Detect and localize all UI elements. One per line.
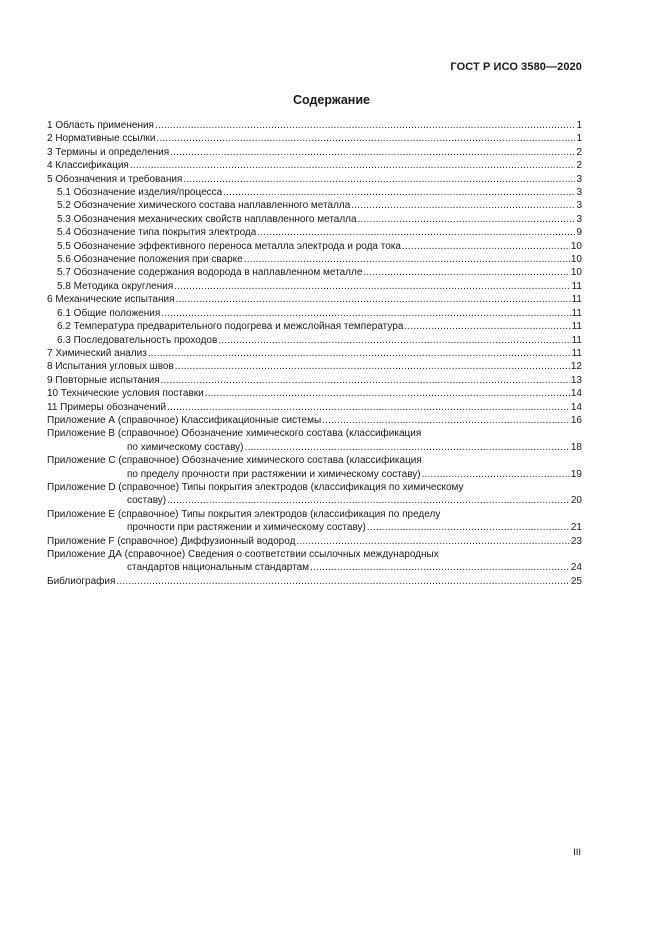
leader-dots: [130, 159, 576, 172]
leader-dots: [167, 401, 570, 414]
leader-dots: [167, 494, 570, 507]
document-number: ГОСТ Р ИСО 3580—2020: [450, 61, 582, 73]
leader-dots: [174, 280, 570, 293]
leader-dots: [351, 199, 575, 212]
leader-dots: [404, 320, 570, 333]
leader-dots: [183, 173, 575, 186]
leader-dots: [156, 132, 575, 145]
toc-entry-appendix-d[interactable]: Приложение D (справочное) Типы покрытия электродов (классификация по химическому составу) ..... 20: [47, 481, 582, 508]
toc-entry-5[interactable]: 5 Обозначения и требования ..... 3: [47, 173, 582, 186]
toc-entry-9[interactable]: 9 Повторные испытания ..... 13: [47, 374, 582, 387]
toc-entry-7[interactable]: 7 Химический анализ ..... 11: [47, 347, 582, 360]
toc-entry-appendix-c[interactable]: Приложение С (справочное) Обозначение химического состава (классификация по пределу прочности при растяжении и химическому составу) ..... 19: [47, 454, 582, 481]
leader-dots: [358, 213, 576, 226]
toc-entry-bibliography[interactable]: Библиография ..... 25: [47, 575, 582, 588]
leader-dots: [223, 186, 575, 199]
toc-entry-appendix-e[interactable]: Приложение Е (справочное) Типы покрытия электродов (классификация по пределу прочности при растяжении и химическому составу) ..... 21: [47, 508, 582, 535]
toc-entry-10[interactable]: 10 Технические условия поставки ..... 14: [47, 387, 582, 400]
toc-entry-5-8[interactable]: 5.8 Методика округления ..... 11: [47, 280, 582, 293]
toc-entry-appendix-f[interactable]: Приложение F (справочное) Диффузионный водород ..... 23: [47, 535, 582, 548]
leader-dots: [244, 253, 570, 266]
leader-dots: [218, 334, 570, 347]
leader-dots: [245, 441, 570, 454]
leader-dots: [322, 414, 570, 427]
toc-entry-1[interactable]: 1 Область применения ..... 1: [47, 119, 582, 132]
toc-entry-appendix-a[interactable]: Приложение А (справочное) Классификационные системы ..... 16: [47, 414, 582, 427]
leader-dots: [161, 307, 570, 320]
leader-dots: [116, 575, 569, 588]
toc-entry-4[interactable]: 4 Классификация ..... 2: [47, 159, 582, 172]
leader-dots: [310, 561, 570, 574]
toc-entry-5-1[interactable]: 5.1 Обозначение изделия/процесса ..... 3: [47, 186, 582, 199]
page-number: III: [573, 847, 581, 858]
leader-dots: [402, 240, 570, 253]
toc-entry-6-3[interactable]: 6.3 Последовательность проходов ..... 11: [47, 334, 582, 347]
leader-dots: [257, 226, 575, 239]
leader-dots: [176, 293, 571, 306]
toc-entry-6-2[interactable]: 6.2 Температура предварительного подогрева и межслойная температура ..... 11: [47, 320, 582, 333]
toc-entry-5-7[interactable]: 5.7 Обозначение содержания водорода в наплавленном металле ..... 10: [47, 266, 582, 279]
toc-entry-6[interactable]: 6 Механические испытания ..... 11: [47, 293, 582, 306]
leader-dots: [363, 266, 569, 279]
toc-entry-3[interactable]: 3 Термины и определения ..... 2: [47, 146, 582, 159]
toc-entry-appendix-b[interactable]: Приложение В (справочное) Обозначение химического состава (классификация по химическому составу) ..... 18: [47, 427, 582, 454]
leader-dots: [155, 119, 575, 132]
leader-dots: [175, 360, 570, 373]
toc-entry-2[interactable]: 2 Нормативные ссылки ..... 1: [47, 132, 582, 145]
leader-dots: [205, 387, 570, 400]
leader-dots: [296, 535, 569, 548]
toc-entry-5-6[interactable]: 5.6 Обозначение положения при сварке ..... 10: [47, 253, 582, 266]
page-title-text: Содержание: [292, 93, 370, 107]
leader-dots: [422, 468, 570, 481]
toc-entry-6-1[interactable]: 6.1 Общие положения ..... 11: [47, 307, 582, 320]
leader-dots: [170, 146, 575, 159]
leader-dots: [148, 347, 571, 360]
table-of-contents: [47, 119, 582, 588]
toc-entry-5-4[interactable]: 5.4 Обозначение типа покрытия электрода ..... 9: [47, 226, 582, 239]
toc-entry-8[interactable]: 8 Испытания угловых швов ..... 12: [47, 360, 582, 373]
leader-dots: [161, 374, 570, 387]
toc-entry-5-5[interactable]: 5.5 Обозначение эффективного переноса металла электрода и рода тока ..... 10: [47, 240, 582, 253]
leader-dots: [367, 521, 570, 534]
toc-entry-appendix-da[interactable]: Приложение ДА (справочное) Сведения о соответствии ссылочных международных стандартов национальным стандартам ..... 24: [47, 548, 582, 575]
toc-entry-5-3[interactable]: 5.3 Обозначения механических свойств наплавленного металла ..... 3: [47, 213, 582, 226]
toc-entry-11[interactable]: 11 Примеры обозначений ..... 14: [47, 401, 582, 414]
page-title: [0, 93, 661, 107]
toc-entry-5-2[interactable]: 5.2 Обозначение химического состава наплавленного металла ..... 3: [47, 199, 582, 212]
